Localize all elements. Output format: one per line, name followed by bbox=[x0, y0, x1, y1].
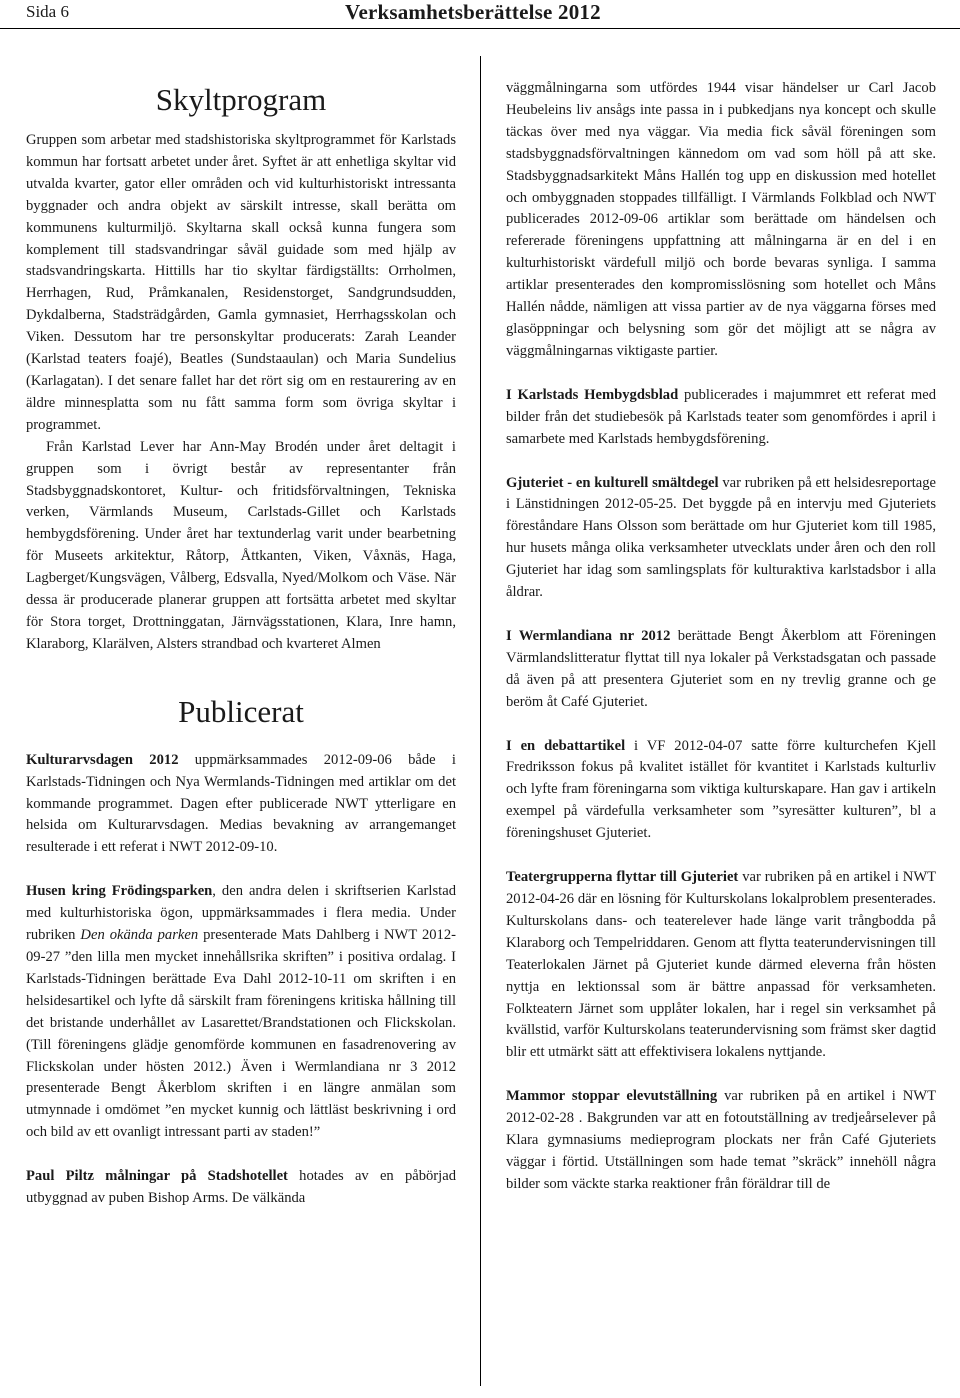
document-title: Verksamhetsberättelse 2012 bbox=[345, 0, 601, 24]
paragraph-teatergrupperna: Teatergrupperna flyttar till Gjuteriet var rubriken på en artikel i NWT 2012-04-26 där en lösning för Kulturskolans lokalproblem presenterades. Kulturskolans dans- och teaterelever hade länge varit trångbodda på Klaraborg och Tempelriddaren. Genom att flytta teaterundervisningen till Teaterlokalen Järnet på Gjuteriet kunde därmed eleverna från hösten nyttja en lektionssal som är bättre anpassad för verksamheten. Folkteatern Järnet som upplåter lokalen, har i regel sin verksamhet på kvällstid, varför Kulturskolans teaterundervisning som främst sker dagtid blir ett utmärkt sätt att effektivisera lokalens nyttjande. bbox=[506, 869, 937, 1061]
article-title: Kulturarvsdagen 2012 bbox=[26, 751, 179, 768]
paragraph-skylt-group: Från Karlstad Lever har Ann-May Brodén under året deltagit i gruppen som i övrigt består av representanter från Stadsbyggnadskontoret, Kultur- och fritidsförvaltningen, Tekniska verken, Värmlands Museum, Carlstads-Gillet och Karlstads hembygdsförening. Under året har textunderlag varit under bearbetning för Museets arkitektur, Råtorp, Åttkanten, Viken, Våxnäs, Haga, Lagberget/Kungsvägen, Vålberg, Edsvalla, Nyed/Molkom och Väse. När dessa är producerade planerar gruppen att fortsätta arbetet med skyltar för Stora torget, Drottninggatan, Järnvägsstationen, Klara, Inre hamn, Klaraborg, Klarälven, Alsters strandbad och kvarteret Almen bbox=[26, 438, 456, 652]
paragraph-wermlandiana: I Wermlandiana nr 2012 berättade Bengt Åkerblom att Föreningen Värmlandslitteratur flyttat till nya lokaler på Verkstadsgatan och passade då även på att presentera Gjuteriet som en ny trevlig granne och ge beröm åt Café Gjuteriet. bbox=[506, 627, 936, 710]
paragraph-hembygdsblad: I Karlstads Hembygdsblad publicerades i majummret ett referat med bilder från det studiebesök på Karlstads teater som genomfördes i april i samarbete med Karlstads hembygdsförening. bbox=[506, 386, 936, 447]
article-title: I en debattartikel bbox=[506, 737, 626, 754]
paragraph-skylt-intro: Gruppen som arbetar med stadshistoriska skyltprogrammet för Karlstads kommun har fortsatt arbetet under året. Syftet är att enhetliga skyltar vid utvalda kvarter, gator eller områden och vid kulturhistoriskt intressanta byggnader och andra objekt av särskilt intresse, skall berätta om kommunens kulturmiljö. Skyltarna skall också kunna fungera som komplement till stadsvandringar såväl guidade som med hjälp av stadsvandringskarta. Hittills har tio skyltar färdigställts: Orrholmen, Herrhagen, Rud, Pråmkanalen, Residenstorget, Sandgrundsudden, Dykdalberna, Stadsträdgården, Gamla gymnasiet, Herrhagsskolan och Viken. Dessutom har tre personskyltar producerats: Zarah Leander (Karlstad teaters foajé), Beatles (Sundstaaulan) och Maria Sundelius (Karlagatan). I det senare fallet har det rört sig om en restaurering av en äldre minnesplatta som nu fått samma form som övriga skyltar i programmet. bbox=[26, 132, 456, 433]
article-title: I Karlstads Hembygdsblad bbox=[506, 386, 679, 403]
column-divider bbox=[480, 56, 481, 1386]
paragraph-kulturarvsdagen: Kulturarvsdagen 2012 uppmärksammades 2012-09-06 både i Karlstads-Tidningen och Nya Wermlands-Tidningen med artiklar om det kommande programmet. Dagen efter publicerade NWT ytterligare en helsida om Kulturarvsdagen. Medias bevakning av arrangemanget resulterade i ett referat i NWT 2012-09-10. bbox=[26, 751, 456, 856]
article-title: Paul Piltz målningar på Stadshotellet bbox=[26, 1168, 288, 1185]
section-heading-skyltprogram: Skyltprogram bbox=[155, 82, 327, 117]
paragraph-frodingsparken: Husen kring Frödingsparken, den andra delen i skriftserien Karlstad med kulturhistoriska ögon, uppmärksammades i flera media. Under rubriken Den okända parken presenterade Mats Dahlberg i NWT 2012-09-27 ”den lilla men mycket innehållsrika skriften” i positiva ordalag. I Karlstads-Tidningen berättade Eva Dahl 2012-10-11 om skriften i en helsidesartikel och lyfte då särskilt fram föreningens kritiska hållning till det bristande underhållet av Lasarettet/Brandstationen och Flickskolan. (Till föreningens glädje genomförde kommunen en fasadrenovering av Flickskolan under hösten 2012.) Även i Wermlandiana nr 3 2012 presenterade Bengt Åkerblom skriften i en längre anmälan som utmynnade i omdömet ”en mycket kunnig och lättläst beskrivning i ord och bild av ett ovanligt intressant parti av staden!” bbox=[26, 883, 456, 1141]
page-number: Sida 6 bbox=[26, 2, 69, 21]
left-column bbox=[26, 78, 456, 1210]
article-title: Gjuteriet - en kulturell smältdegel bbox=[506, 474, 719, 491]
right-column bbox=[506, 78, 936, 1196]
article-title: Teatergrupperna flyttar till Gjuteriet bbox=[506, 869, 739, 886]
paragraph-mammor: Mammor stoppar elevutställning var rubriken på en artikel i NWT 2012-02-28 . Bakgrunden var att en fotoutställning av tredjeårselever på Klara gymnasiums medieprogram plockats ner från Café Gjuteriets väggar i förtid. Utställningen som hade temat ”skräck” innehöll några bilder som väckte starka reaktioner från föräldrar till de bbox=[506, 1088, 936, 1192]
article-title: Husen kring Frödingsparken bbox=[26, 883, 213, 900]
paragraph-vaggmalningar: väggmålningarna som utfördes 1944 visar händelser ur Carl Jacob Heubeleins liv ansågs inte passa in i pubkedjans nya koncept och skulle täckas över med nya väggar. Via media fick såväl föreningen som stadsbyggnadsförvaltningen kännedom om vad som höll på att ske. Stadsbyggnadsarkitekt Måns Hallén tog upp en diskussion med hotellet och ombyggnaden stoppades tillfälligt. I Värmlands Folkblad och NWT publicerades 2012-09-06 artiklar som berättade om händelsen och refererade föreningens uppfattning att målningarna är en del i en kulturhistoriskt värdefull miljö och borde bevaras synliga. I samma artiklar presenterades den kompromisslösning som hotellet och Måns Hallén nådde, nämligen att vissa partier av de nya väggarna förses med glasöppningar och belysning som gör det möjligt att se några av väggmålningarnas viktigaste partier. bbox=[506, 80, 936, 359]
paragraph-piltz: Paul Piltz målningar på Stadshotellet hotades av en påbörjad utbyggnad av puben Bishop Arms. De välkända bbox=[26, 1168, 456, 1207]
article-title: I Wermlandiana nr 2012 bbox=[506, 627, 671, 644]
section-heading-publicerat: Publicerat bbox=[178, 693, 304, 729]
article-title: Mammor stoppar elevutställning bbox=[506, 1088, 718, 1105]
paragraph-gjuteriet: Gjuteriet - en kulturell smältdegel var rubriken på ett helsidesreportage i Länstidningen 2012-05-25. Det byggde på en intervju med Gjuteriets föreståndare Hans Olsson som berättade om hur Gjuteriet kom till 1985, hur husets många olika verksamheter utvecklats under åren och den roll Gjuteriet har idag som samlingsplats för kulturaktiva karlstadsbor i alla åldrar. bbox=[506, 474, 936, 601]
paragraph-debattartikel: I en debattartikel i VF 2012-04-07 satte förre kulturchefen Kjell Fredriksson fokus på kvalitet istället för kvantitet i Karlstads kulturliv och lyfte fram föreningarna som viktiga kulturskapare. Han gav i artikeln exempel på värdefulla verksamheter som ”syresätter kulturen”, bl a föreningshuset Gjuteriet. bbox=[506, 737, 936, 842]
page-header bbox=[0, 0, 960, 29]
